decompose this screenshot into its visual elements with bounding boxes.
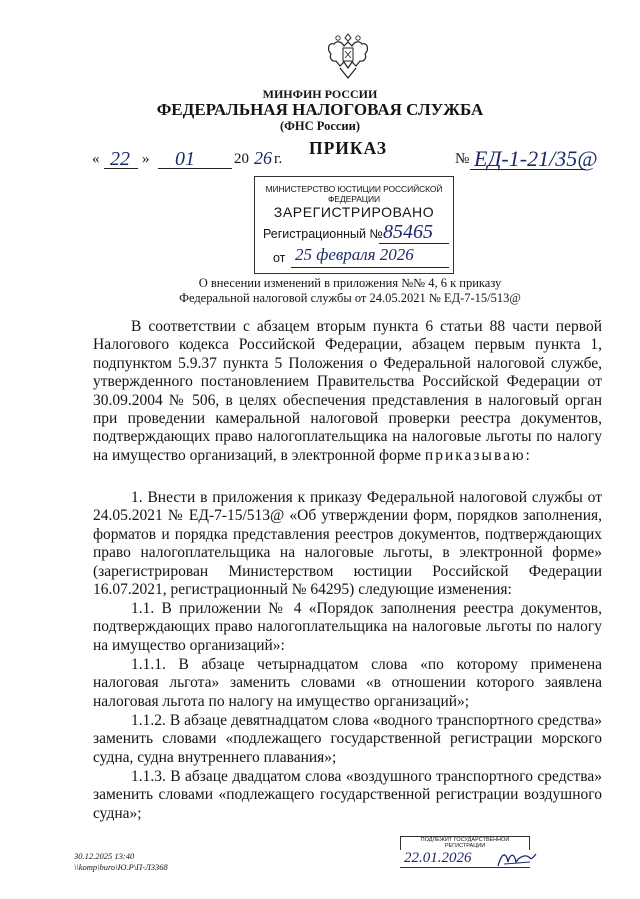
stamp-ministry: МИНИСТЕРСТВО ЮСТИЦИИ РОССИЙСКОЙ ФЕДЕРАЦИИ bbox=[265, 184, 443, 204]
date-year-prefix: 20 bbox=[234, 151, 249, 167]
stamp-from-date: 25 февраля 2026 bbox=[295, 245, 414, 264]
preamble-text: В соответствии с абзацем вторым пункта 6 статьи 88 части первой Налогового кодекса Российской Федерации, абзацем первым пункта 1, подпунктом 5.9.37 пункта 5 Положения о Федеральной налоговой службе, утвержденного постановлением Правительства Российской Федерации от 30.09.2004 № 506, в целях обеспечения представления в налоговый орган при проведении камеральной налоговой проверки реестра документов, подтверждающих право налогоплательщика на налоговые льготы по налогу на имущество организаций, в электронной форме bbox=[93, 318, 602, 464]
subject-line-1: О внесении изменений в приложения №№ 4, 6 к приказу bbox=[198, 276, 502, 290]
date-day: 22 bbox=[110, 148, 130, 170]
order-word: приказываю: bbox=[424, 446, 532, 464]
service-name: ФЕДЕРАЛЬНАЯ НАЛОГОВАЯ СЛУЖБА bbox=[156, 100, 484, 119]
clause-1-1-2: 1.1.2. В абзаце девятнадцатом слова «водного транспортного средства» заменить словами «подлежащего государственной регистрации морского судна, судна внутреннего плавания»; bbox=[93, 712, 602, 766]
date-year-unit: г. bbox=[274, 151, 283, 167]
stamp-reg-label: Регистрационный № bbox=[263, 227, 383, 241]
state-registration-control-stamp bbox=[400, 836, 550, 874]
clause-1-1-3: 1.1.3. В абзаце двадцатом слова «воздушного транспортного средства» заменить словами «подлежащего государственной регистрации воздушного судна»; bbox=[93, 768, 602, 822]
date-month-underline bbox=[158, 168, 232, 169]
date-year-suffix: 26 bbox=[254, 148, 272, 168]
control-stamp-line-1: ПОДЛЕЖИТ ГОСУДАРСТВЕННОЙ bbox=[420, 837, 510, 843]
ministry-name: МИНФИН РОССИИ bbox=[262, 87, 378, 101]
stamp-reg-underline bbox=[379, 243, 449, 244]
stamp-status: ЗАРЕГИСТРИРОВАНО bbox=[273, 204, 435, 220]
order-number: ЕД-1-21/35@ bbox=[474, 146, 598, 171]
document-type-title: ПРИКАЗ bbox=[308, 138, 388, 158]
date-quote-open: « bbox=[92, 151, 100, 167]
date-month: 01 bbox=[175, 148, 195, 170]
control-stamp-date: 22.01.2026 bbox=[404, 850, 472, 866]
signature-icon bbox=[496, 848, 538, 870]
control-stamp-line-2: РЕГИСТРАЦИИ bbox=[444, 843, 486, 849]
service-abbreviation: (ФНС России) bbox=[279, 119, 360, 133]
preamble-paragraph bbox=[93, 318, 602, 465]
order-number-underline bbox=[470, 169, 586, 170]
clause-1-1: 1.1. В приложении № 4 «Порядок заполнения реестра документов, подтверждающих право налогоплательщика на налоговые льготы по налогу на имущество организаций»: bbox=[93, 600, 602, 654]
stamp-from-label: от bbox=[273, 251, 286, 265]
clause-1-1-1: 1.1.1. В абзаце четырнадцатом слова «по которому применена налоговая льгота» заменить словами «в отношении которого заявлена налоговая льгота по налогу на имущество организаций»; bbox=[93, 656, 602, 710]
date-quote-close: » bbox=[142, 151, 150, 167]
footer-reference: \\komp\buro\Ю.Р\П-Л3368 bbox=[74, 862, 168, 872]
footer-timestamp: 30.12.2025 13:40 bbox=[74, 851, 135, 861]
stamp-reg-number: 85465 bbox=[383, 221, 433, 243]
clause-1: 1. Внести в приложения к приказу Федеральной налоговой службы от 24.05.2021 № ЕД-7-15/513@ «Об утверждении форм, порядков заполнения, форматов и порядка представления реестров документов, подтверждающих право налогоплательщика на налоговые льготы, в электронной форме» (зарегистрирован Министерством юстиции Российской Федерации 16.07.2021, регистрационный № 64295) следующие изменения: bbox=[93, 489, 602, 599]
number-sign: № bbox=[455, 151, 470, 167]
subject-line-2: Федеральной налоговой службы от 24.05.2021 № ЕД-7-15/513@ bbox=[179, 291, 521, 305]
stamp-from-underline bbox=[291, 267, 449, 268]
date-day-underline bbox=[104, 168, 138, 169]
coat-of-arms-emblem bbox=[326, 30, 370, 82]
registration-stamp bbox=[254, 176, 454, 274]
